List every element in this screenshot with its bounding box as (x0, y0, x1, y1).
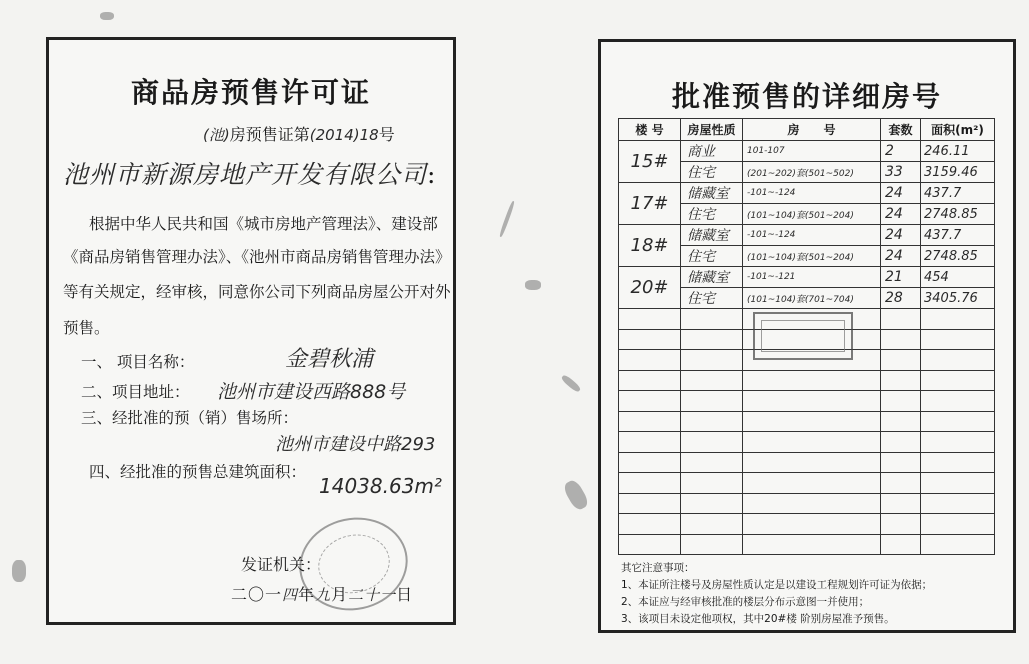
empty-cell (619, 350, 681, 371)
header-area: 面积(m²) (921, 119, 995, 141)
cell-rooms: 101-107 (743, 141, 881, 162)
empty-cell (619, 493, 681, 514)
empty-cell (681, 391, 743, 412)
empty-cell (921, 514, 995, 535)
empty-cell (881, 329, 921, 350)
empty-cell (921, 493, 995, 514)
cell-rooms: -101~-124 (743, 183, 881, 204)
cert-prefix-handwritten: (池) (203, 126, 230, 144)
issue-date (231, 582, 413, 605)
cell-rooms: -101~-124 (743, 225, 881, 246)
empty-cell (681, 370, 743, 391)
certificate-number-line (203, 122, 395, 145)
empty-cell (921, 432, 995, 453)
cell-sets: 33 (881, 162, 921, 183)
project-name-value: 金碧秋浦 (285, 347, 374, 372)
cell-sets: 24 (881, 246, 921, 267)
empty-cell (881, 493, 921, 514)
notes-section (621, 560, 932, 628)
notes-title: 其它注意事项： (621, 562, 695, 574)
table-row (619, 183, 995, 204)
empty-cell (681, 514, 743, 535)
empty-cell (881, 473, 921, 494)
empty-cell (681, 493, 743, 514)
header-sets: 套数 (881, 119, 921, 141)
cert-number-handwritten: (2014)18 (309, 126, 379, 144)
empty-table-row (619, 493, 995, 514)
developer-name-handwritten: 池州市新源房地产开发有限公司 (63, 160, 428, 189)
empty-cell (619, 309, 681, 330)
cell-area: 3405.76 (921, 288, 995, 309)
cell-nature: 住宅 (681, 204, 743, 225)
empty-cell (881, 350, 921, 371)
empty-table-row (619, 473, 995, 494)
scan-speck (100, 12, 114, 20)
cell-rooms: (201~202)套(501~502) (743, 162, 881, 183)
header-nature: 房屋性质 (681, 119, 743, 141)
scan-speck (560, 374, 581, 394)
header-building: 楼 号 (619, 119, 681, 141)
sales-office-value: 池州市建设中路293 (275, 434, 436, 455)
scan-speck (12, 560, 26, 582)
empty-table-row (619, 432, 995, 453)
empty-cell (881, 514, 921, 535)
table-row (619, 141, 995, 162)
presale-permit-panel (46, 37, 456, 625)
developer-tail: : (427, 160, 437, 189)
empty-cell (743, 534, 881, 555)
empty-cell (619, 370, 681, 391)
cell-rooms: -101~-121 (743, 267, 881, 288)
total-area-value: 14038.63m² (319, 474, 442, 498)
cell-area: 2748.85 (921, 204, 995, 225)
scan-speck (562, 478, 591, 512)
empty-cell (681, 329, 743, 350)
date-part-handwritten: 四 (282, 586, 299, 604)
date-part: 年 (298, 585, 316, 604)
empty-cell (921, 534, 995, 555)
permit-title: 商品房预售许可证 (130, 76, 371, 109)
cell-rooms: (101~104)套(701~704) (743, 288, 881, 309)
empty-table-row (619, 534, 995, 555)
empty-cell (743, 493, 881, 514)
empty-cell (619, 432, 681, 453)
cell-sets: 2 (881, 141, 921, 162)
empty-cell (881, 309, 921, 330)
empty-cell (881, 370, 921, 391)
empty-cell (743, 473, 881, 494)
empty-cell (921, 391, 995, 412)
empty-cell (921, 452, 995, 473)
cell-area: 246.11 (921, 141, 995, 162)
scan-speck (525, 280, 541, 290)
cell-nature: 商业 (681, 141, 743, 162)
date-part: 月 (331, 585, 349, 604)
empty-cell (619, 411, 681, 432)
cell-rooms: (101~104)套(501~204) (743, 246, 881, 267)
empty-cell (681, 309, 743, 330)
cell-area: 3159.46 (921, 162, 995, 183)
date-part-handwritten: 二十一 (348, 586, 397, 604)
date-part: 二〇一 (231, 585, 283, 604)
sales-office-label: 三、经批准的预（销）售场所： (81, 409, 299, 427)
empty-cell (921, 473, 995, 494)
table-row (619, 225, 995, 246)
empty-cell (681, 411, 743, 432)
developer-line (63, 155, 436, 191)
empty-cell (619, 473, 681, 494)
empty-cell (681, 473, 743, 494)
cell-building: 17# (619, 183, 681, 225)
empty-cell (743, 452, 881, 473)
date-part: 日 (396, 585, 414, 604)
cell-area: 454 (921, 267, 995, 288)
cell-area: 437.7 (921, 183, 995, 204)
cell-sets: 24 (881, 204, 921, 225)
cell-area: 437.7 (921, 225, 995, 246)
cell-sets: 24 (881, 183, 921, 204)
empty-table-row (619, 514, 995, 535)
cert-mid-text: 房预售证第 (229, 125, 310, 144)
cell-sets: 21 (881, 267, 921, 288)
body-text-line: 《商品房销售管理办法》、《池州市商品房销售管理办法》 (63, 248, 451, 266)
body-text-line: 等有关规定，经审核，同意你公司下列商品房屋公开对外 (63, 283, 451, 301)
empty-cell (881, 411, 921, 432)
total-area-label: 四、经批准的预售总建筑面积： (89, 463, 307, 481)
empty-cell (921, 370, 995, 391)
empty-cell (681, 432, 743, 453)
empty-table-row (619, 391, 995, 412)
empty-cell (743, 411, 881, 432)
table-stamp (753, 312, 853, 360)
project-address-label: 二、项目地址： (81, 383, 190, 401)
issuer-label: 发证机关： (241, 555, 322, 574)
project-name-label: 一、 项目名称： (81, 353, 195, 371)
table-header-row (619, 119, 995, 141)
empty-cell (881, 391, 921, 412)
empty-cell (681, 350, 743, 371)
empty-table-row (619, 452, 995, 473)
empty-cell (743, 370, 881, 391)
cell-area: 2748.85 (921, 246, 995, 267)
empty-cell (881, 432, 921, 453)
empty-cell (619, 514, 681, 535)
empty-cell (619, 391, 681, 412)
empty-cell (743, 432, 881, 453)
empty-cell (619, 329, 681, 350)
cell-nature: 储藏室 (681, 225, 743, 246)
cell-rooms: (101~104)套(501~204) (743, 204, 881, 225)
empty-cell (921, 350, 995, 371)
cell-nature: 住宅 (681, 162, 743, 183)
cell-building: 15# (619, 141, 681, 183)
empty-cell (921, 309, 995, 330)
cell-nature: 储藏室 (681, 183, 743, 204)
header-rooms: 房 号 (743, 119, 881, 141)
note-item: 2、本证应与经审核批准的楼层分布示意图一并使用； (621, 596, 870, 608)
body-text-line: 预售。 (63, 319, 110, 337)
cell-sets: 28 (881, 288, 921, 309)
note-item: 1、本证所注楼号及房屋性质认定是以建设工程规划许可证为依据； (621, 579, 933, 591)
empty-cell (619, 452, 681, 473)
cell-building: 20# (619, 267, 681, 309)
empty-cell (681, 534, 743, 555)
empty-cell (619, 534, 681, 555)
empty-cell (921, 411, 995, 432)
cell-nature: 储藏室 (681, 267, 743, 288)
empty-cell (681, 452, 743, 473)
empty-cell (881, 534, 921, 555)
empty-cell (921, 329, 995, 350)
room-detail-title: 批准预售的详细房号 (671, 80, 942, 113)
note-item: 3、该项目未设定他项权，其中20#楼 阶别房屋准予预售。 (621, 613, 895, 625)
cert-suffix-text: 号 (378, 125, 395, 144)
scan-speck (499, 200, 516, 237)
cell-nature: 住宅 (681, 246, 743, 267)
cell-nature: 住宅 (681, 288, 743, 309)
empty-cell (881, 452, 921, 473)
empty-cell (743, 514, 881, 535)
project-address-value: 池州市建设西路888号 (217, 381, 406, 403)
empty-table-row (619, 411, 995, 432)
date-part-handwritten: 九 (315, 586, 332, 604)
cell-building: 18# (619, 225, 681, 267)
body-text-line: 根据中华人民共和国《城市房地产管理法》、建设部 (89, 215, 438, 233)
cell-sets: 24 (881, 225, 921, 246)
table-row (619, 267, 995, 288)
empty-cell (743, 391, 881, 412)
empty-table-row (619, 370, 995, 391)
